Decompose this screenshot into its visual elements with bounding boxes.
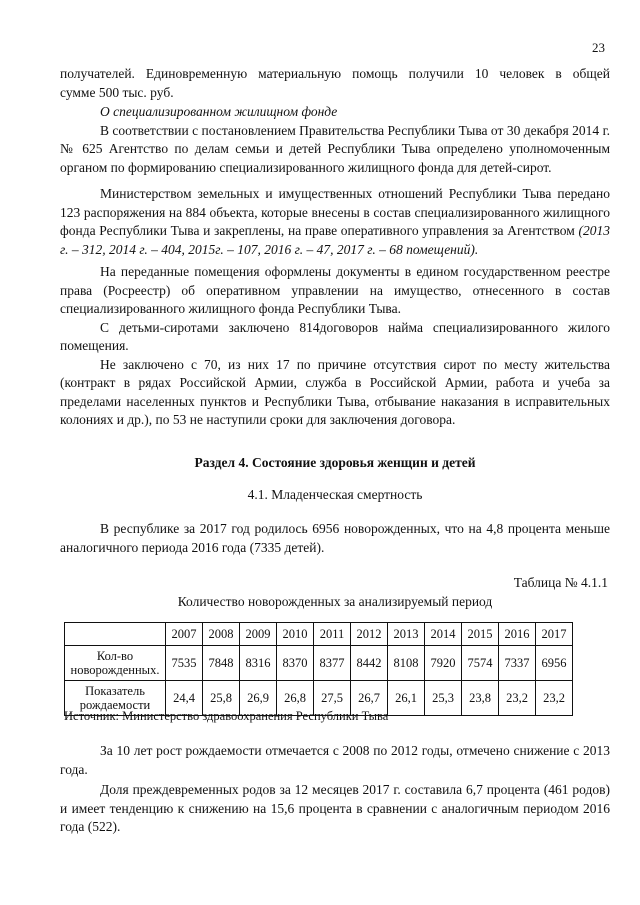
housing-title: О специализированном жилищном фонде [100,104,338,119]
table-cell: 8316 [240,646,277,681]
housing-paragraph-2 [60,185,610,259]
housing-paragraph-3: На переданные помещения оформлены документы в едином государственном реестре права (Росреестр) об оперативном управлении на имущество, отнесенного в состав специализированного жилищного фонда Республики Тыва. [60,264,610,316]
year-header: 2014 [425,623,462,646]
year-header: 2011 [314,623,351,646]
year-header: 2017 [536,623,573,646]
table-cell: 23,2 [536,681,573,716]
housing-section [60,103,610,430]
housing-paragraph-1: В соответствии с постановлением Правительства Республики Тыва от 30 декабря 2014 г. № 625 Агентство по делам семьи и детей Республики Тыва определено уполномоченным органом по формированию специализированного жилищного фонда для детей-сирот. [60,122,610,175]
premature-births-paragraph: Доля преждевременных родов за 12 месяцев 2017 г. составила 6,7 процента (461 родов) и имеет тенденцию к снижению на 15,6 процента в сравнении с аналогичным периодом 2016 года (522). [60,782,610,834]
table-cell: 26,8 [277,681,314,716]
birth-trend-paragraph: За 10 лет рост рождаемости отмечается с 2008 по 2012 годы, отмечено снижение с 2013 года. [60,743,610,777]
year-header: 2009 [240,623,277,646]
year-header: 2013 [388,623,425,646]
housing-paragraph-4: С детьми-сиротами заключено 814договоров найма специализированного жилого помещения. [60,319,610,353]
table-source: Источник: Министерство здравоохранения Республики Тыва [64,709,389,723]
year-header: 2016 [499,623,536,646]
after-table-paragraphs [60,742,610,837]
row-label: Кол-во новорожденных. [65,646,166,681]
table-cell: 23,2 [499,681,536,716]
year-header: 2010 [277,623,314,646]
table-cell: 25,3 [425,681,462,716]
table-cell: 6956 [536,646,573,681]
table-cell: 8108 [388,646,425,681]
intro-paragraph [60,65,610,102]
year-header: 2015 [462,623,499,646]
table-cell: 7848 [203,646,240,681]
intro-line-1: получателей. Единовременную материальную помощь получили 10 человек в общей [60,66,610,81]
section-subheading: 4.1. Младенческая смертность [247,487,423,502]
year-header: 2007 [166,623,203,646]
intro-line-2: сумме 500 тыс. руб. [60,84,174,100]
table-cell: 8442 [351,646,388,681]
page-number: 23 [592,40,605,55]
section-heading: Раздел 4. Состояние здоровья женщин и детей [194,455,476,470]
births-paragraph [60,520,610,557]
table-cell: 8370 [277,646,314,681]
table-cell: 8377 [314,646,351,681]
table-cell: 7574 [462,646,499,681]
table-cell: 7535 [166,646,203,681]
table-cell: 23,8 [462,681,499,716]
births-text: В республике за 2017 год родилось 6956 новорожденных, что на 4,8 процента меньше аналогичного периода 2016 года (7335 детей). [60,521,610,555]
housing-paragraph-2-italic: (2013 г. – 312, 2014 г. – 404, 2015г. – 107, 2016 г. – 47, 2017 г. – 68 помещений). [60,223,610,257]
table-cell: 24,4 [166,681,203,716]
table-caption: Количество новорожденных за анализируемый период [177,594,493,609]
newborns-table [64,622,573,716]
table-number: Таблица № 4.1.1 [513,575,608,590]
table-cell: 26,1 [388,681,425,716]
table-row-newborns [65,646,573,681]
table-header-row [65,623,573,646]
table-cell: 7337 [499,646,536,681]
housing-paragraph-5: Не заключено с 70, из них 17 по причине отсутствия сирот по месту жительства (контракт в рядах Российской Армии, служба в Российской Армии, работа и учеба за пределами населенных пунктов и Республики Тыва, отбывание наказания в исправительных колониях и др.), по 53 не наступили сроки для заключения договора. [60,356,610,427]
table-cell: 26,9 [240,681,277,716]
housing-paragraph-2-text: Министерством земельных и имущественных отношений Республики Тыва передано 123 распоряжения на 884 объекта, которые внесены в состав специализированного жилищного фонда Республики Тыва и закреплены, на праве оперативного управления за Агентством [60,186,610,238]
table-cell: 7920 [425,646,462,681]
table-corner-cell [65,623,166,646]
table-cell: 27,5 [314,681,351,716]
table-cell: 25,8 [203,681,240,716]
table-cell: 26,7 [351,681,388,716]
year-header: 2008 [203,623,240,646]
row-label: Показатель рождаемости [65,681,166,716]
year-header: 2012 [351,623,388,646]
